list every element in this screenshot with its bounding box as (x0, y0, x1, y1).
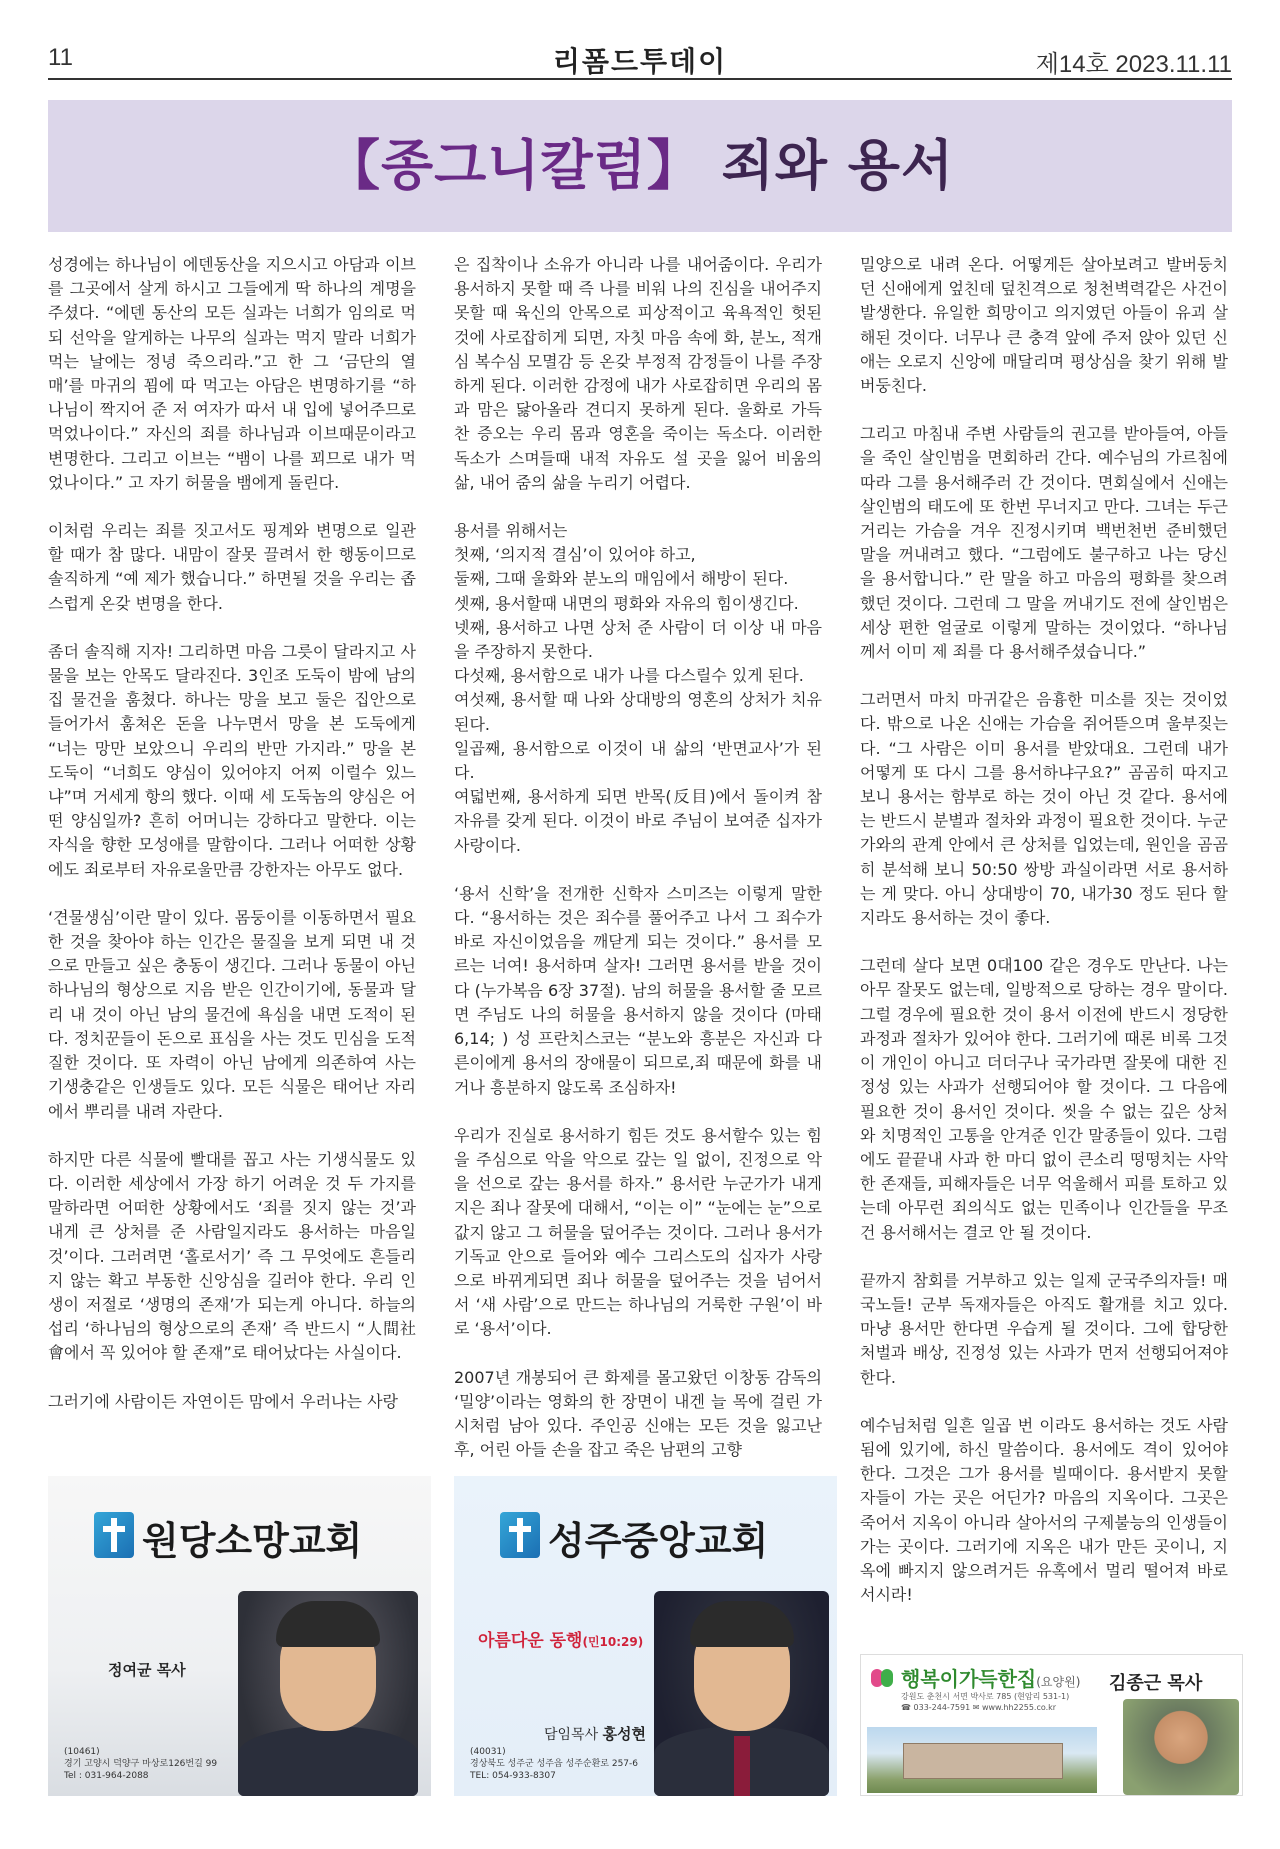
paragraph: 그런데 살다 보면 0대100 같은 경우도 만난다. 나는 아무 잘못도 없는데, 일방적으로 당하는 경우 말이다. 그럴 경우에 필요한 것이 용서 이전에 반드시 정당한 과정과 절차가 있어야 한다. 그러기에 때론 비록 그것이 개인이 아니고 더더구나 국가라면 잘못에 대한 진정성 있는 사과가 선행되어야 할 것이다. 그 다음에 필요한 것이 용서인 것이다. 씻을 수 없는 깊은 상처와 치명적인 고통을 안겨준 인간 말종들이 있다. 그럼에도 끝끝내 사과 한 마디 없이 큰소리 떵떵치는 사악한 존재들, 피해자들은 너무 억울해서 피를 토하고 있는데 아무런 죄의식도 없는 민족이나 인간들을 무조건 용서해서는 결코 안 될 것이다. (860, 956, 1228, 1242)
article-column-2 (454, 253, 822, 1458)
church-name: 원당소망교회 (142, 1519, 363, 1563)
paragraph: 끝까지 참회를 거부하고 있는 일제 군국주의자들! 매국노들! 군부 독재자들은 아직도 활개를 치고 있다. 마냥 용서만 한다면 우습게 될 것이다. 그에 합당한 처벌과 배상, 진정성 있는 사과가 먼저 선행되어져야 한다. (860, 1270, 1228, 1387)
paragraph: ‘용서 신학’을 전개한 신학자 스미즈는 이렇게 말한다. “용서하는 것은 죄수를 풀어주고 나서 그 죄수가 바로 자신이었음을 깨닫게 되는 것이다.” 용서를 모르는 너여! 용서하며 살자! 그러면 용서를 받을 것이다 (누가복음 6장 37절). 남의 허물을 용서할 줄 모르면 주님도 나의 허물을 용서하지 않을 것이다 (마태 6,14; ) 성 프란치스코는 “분노와 흥분은 자신과 다른이에게 용서의 장애물이 되므로,죄 때문에 화를 내거나 흥분하지 않도록 조심하자! (454, 883, 822, 1097)
forgiveness-list: 용서를 위해서는 첫째, ‘의지적 결심’이 있어야 하고, 둘째, 그때 울화와 분노의 매임에서 해방이 된다. 셋째, 용서할때 내면의 평화와 자유의 힘이생긴다. 넷째, 용서하고 나면 상처 준 사람이 더 이상 내 마음을 주장하지 못한다. 다섯째, 용서함으로 내가 나를 다스릴수 있게 된다. 여섯째, 용서할 때 나와 상대방의 영혼의 상처가 치유된다. 일곱째, 용서함으로 이것이 내 삶의 ‘반면교사’가 된다. 여덟번째, 용서하게 되면 반목(反目)에서 돌이켜 참 자유를 갖게 된다. 이것이 바로 주님이 보여준 십자가 사랑이다. (454, 521, 822, 855)
ad-happy-home-nursing (860, 1654, 1243, 1796)
newspaper-name: 리폼드투데이 (552, 45, 728, 78)
article-title (48, 100, 1232, 232)
masthead (48, 40, 1232, 80)
paragraph: 이처럼 우리는 죄를 짓고서도 핑계와 변명으로 일관할 때가 참 많다. 내맘이 잘못 끌려서 한 행동이므로 솔직하게 “예 제가 했습니다.” 하면될 것을 우리는 좁스럽게 온갖 변명을 한다. (48, 521, 416, 613)
article-column-1 (48, 253, 416, 1458)
cross-icon (500, 1512, 540, 1558)
article-column-3 (860, 253, 1228, 1643)
page-number: 11 (48, 44, 73, 71)
paragraph: ‘견물생심’이란 말이 있다. 몸둥이를 이동하면서 필요한 것을 찾아야 하는 인간은 물질을 보게 되면 내 것으로 만들고 싶은 충동이 생긴다. 그러나 동물이 아닌 하나님의 형상으로 지음 받은 인간이기에, 동물과 달리 내 것이 아닌 남의 물건에 욕심을 내면 도적이 된다. 정치꾼들이 돈으로 표심을 사는 것도 민심을 도적질한 것이다. 또 자력이 아닌 남에게 의존하여 사는 기생충같은 인생들도 있다. 모든 식물은 태어난 자리에서 뿌리를 내려 자란다. (48, 907, 416, 1121)
paragraph: 그러면서 마치 마귀같은 음흉한 미소를 짓는 것이었다. 밖으로 나온 신애는 가슴을 쥐어뜯으며 울부짖는다. “그 사람은 이미 용서를 받았대요. 그런데 내가 어떻게 또 다시 그를 용서하냐구요?” 곰곰히 따지고 보니 용서는 함부로 하는 것이 아닌 것 같다. 용서에는 반드시 분별과 절차와 과정이 필요한 것이다. 누군가와의 관계 안에서 큰 상처를 입었는데, 원인을 곰곰히 분석해 보니 50:50 쌍방 과실이라면 서로 용서하는 게 맞다. 아니 상대방이 70, 내가30 정도 된다 할지라도 용서하는 것이 좋다. (860, 690, 1228, 928)
paragraph: 좀더 솔직해 지자! 그리하면 마음 그릇이 달라지고 사물을 보는 안목도 달라진다. 3인조 도둑이 밤에 남의 집 물건을 훔쳤다. 하나는 망을 보고 둘은 집안으로 들어가서 훔쳐온 돈을 나누면서 망을 본 도둑에게 “너는 망만 보았으니 우리의 반만 가지라.” 망을 본 도둑이 “너희도 양심이 있어야지 어찌 이럴수 있느냐”며 거세게 항의 했다. 이때 세 도둑놈의 양심은 어떤 양심일까? 흔히 어머니는 강하다고 말한다. 이는 자식을 향한 모성애를 말함이다. 그러나 어떠한 상황에도 죄로부터 자유로울만큼 강한자는 아무도 없다. (48, 641, 416, 879)
paragraph: 우리가 진실로 용서하기 힘든 것도 용서할수 있는 힘을 주심으로 악을 악으로 갚는 일 없이, 진정으로 악을 선으로 갚는 용서를 하자.” 용서란 누군가가 내게 지은 죄나 잘못에 대해서, “이는 이” “눈에는 눈”으로 값지 않고 그 허물을 덮어주는 것이다. 그러나 용서가 기독교 안으로 들어와 예수 그리스도의 십자가 사랑으로 바뀌게되면 죄나 허물을 덮어주는 것을 넘어서서 ‘새 사람’으로 만드는 하나님의 거룩한 구원’이 바로 ‘용서’이다. (454, 1125, 822, 1339)
pastor-photo (1123, 1699, 1239, 1795)
article-title-band (48, 100, 1232, 232)
paragraph: 예수님처럼 일흔 일곱 번 이라도 용서하는 것도 사람 됨에 있기에, 하신 말씀이다. 용서에도 격이 있어야 한다. 그것은 그가 용서를 빌때이다. 용서받지 못할 자들이 가는 곳은 어딘가? 마음의 지옥이다. 그곳은 죽어서 지옥이 아니라 살아서의 구제불능의 인생들이 가는 곳이다. 그러기에 지옥은 내가 만든 곳이니, 지옥에 빠지지 않으려거든 유혹에서 멀리 떨어져 바로 서시라! (860, 1415, 1228, 1605)
pastor-photo (654, 1591, 829, 1796)
issue-date: 제14호 2023.11.11 (1035, 51, 1232, 78)
heart-logo-icon (871, 1667, 895, 1689)
paragraph: 은 집착이나 소유가 아니라 나를 내어줌이다. 우리가 용서하지 못할 때 즉 나를 비워 나의 진심을 내어주지 못할 때 육신의 안목으로 피상적이고 육욕적인 헛된 것에 사로잡히게 되면, 자칫 마음 속에 화, 분노, 적개심 복수심 모멸감 등 온갖 부정적 감정들이 나를 주장하게 된다. 이러한 감정에 내가 사로잡히면 우리의 몸과 맘은 닳아올라 견디지 못하게 된다. 울화로 가득 찬 증오는 우리 몸과 영혼을 죽이는 독소다. 이러한 독소가 스며들때 내적 자유도 설 곳을 잃어 비움의 삶, 내어 줌의 삶을 누리기 어렵다. (454, 255, 822, 492)
pastor-name: 김종근 목사 (1109, 1673, 1203, 1694)
church-address: (40031) 경상북도 성주군 성주읍 성주순환로 257-6 TEL: 054-933-8307 (470, 1747, 639, 1781)
paragraph: 2007년 개봉되어 큰 화제를 몰고왔던 이창동 감독의 ‘밀양’이라는 영화의 한 장면이 내겐 늘 목에 걸린 가시처럼 남아 있다. 주인공 신애는 모든 것을 잃고난 후, 어린 아들 손을 잡고 죽은 남편의 고향 (454, 1367, 822, 1458)
paragraph: 하지만 다른 식물에 빨대를 꼽고 사는 기생식물도 있다. 이러한 세상에서 가장 하기 어려운 것 두 가지를 말하라면 어떠한 상황에서도 ‘죄를 짓지 않는 것’과 내게 큰 상처를 준 사람일지라도 용서하는 마음일 것’이다. 그러려면 ‘홀로서기’ 즉 그 무엇에도 흔들리지 않는 확고 부동한 신앙심을 길러야 한다. 우리 인생이 저절로 ‘생명의 존재’가 되는게 아니다. 하늘의 섭리 ‘하나님의 형상으로의 존재’ 즉 반드시 “人間社會에서 꼭 있어야 할 존재”로 태어났다는 사실이다. (48, 1149, 416, 1363)
church-slogan: 아름다운 동행(민10:29) (478, 1631, 644, 1651)
paragraph: 그러기에 사람이든 자연이든 맘에서 우러나는 사랑 (48, 1391, 399, 1411)
title-column-tag: 【종그니칼럼】 (325, 134, 702, 197)
ad-wondang-somang-church (48, 1476, 431, 1796)
paragraph: 성경에는 하나님이 에덴동산을 지으시고 아담과 이브를 그곳에서 살게 하시고 그들에게 딱 하나의 계명을 주셨다. “에덴 동산의 모든 실과는 너희가 임의로 먹되 선악을 알게하는 나무의 실과는 먹지 말라 너희가 먹는 날에는 정녕 죽으리라.”고 한 그 ‘금단의 열매’를 마귀의 꾐에 따 먹고는 아담은 변명하기를 “하나님이 짝지어 준 저 여자가 따서 내 입에 넣어주므로 먹었나이다.” 자신의 죄를 하나님과 이브때문이라고 변명한다. 그리고 이브는 “뱀이 나를 꾀므로 내가 먹었나이다.” 고 자기 허물을 뱀에게 돌린다. (48, 255, 416, 492)
ad-seongju-jungang-church (454, 1476, 837, 1796)
paragraph: 그리고 마침내 주변 사람들의 권고를 받아들여, 아들을 죽인 살인범을 면회하러 간다. 예수님의 가르침에 따라 그를 용서해주러 간 것이다. 면회실에서 신애는 살인범의 태도에 또 한번 무너지고 만다. 그녀는 두근거리는 가슴을 겨우 진정시키며 백번천번 준비했던 말을 꺼내려고 했다. “그럼에도 불구하고 나는 당신을 용서합니다.” 란 말을 하고 마음의 평화를 찾으려 했던 것이다. 그런데 그 말을 꺼내기도 전에 살인범은 세상 편한 얼굴로 이렇게 말하는 것이었다. “하나님께서 이미 제 죄를 다 용서해주셨습니다.” (860, 424, 1228, 662)
facility-address: 강원도 춘천시 서면 박사로 785 (현암리 531-1) ☎ 033-244-7591 ✉ www.hh2255.co.kr (901, 1692, 1070, 1712)
church-name: 성주중앙교회 (548, 1519, 769, 1563)
title-subject: 죄와 용서 (701, 134, 955, 197)
paragraph: 밀양으로 내려 온다. 어떻게든 살아보려고 발버둥치던 신애에게 엎친데 덮친격으로 청천벽력같은 사건이 발생한다. 유일한 희망이고 의지였던 아들이 유괴 살해된 것이다. 너무나 큰 충격 앞에 주저 앉아 있던 신애는 오로지 신앙에 매달리며 평상심을 찾기 위해 발버둥친다. (860, 255, 1228, 396)
church-address: (10461) 경기 고양시 덕양구 마상로126번길 99 Tel : 031-964-2088 (64, 1747, 218, 1781)
pastor-name: 담임목사 홍성현 (544, 1725, 647, 1743)
facility-name: 행복이가득한집(요양원) (901, 1667, 1081, 1691)
facility-building-photo (867, 1727, 1097, 1793)
pastor-name: 정여균 목사 (108, 1661, 186, 1679)
cross-icon (94, 1512, 134, 1558)
pastor-photo (238, 1591, 418, 1796)
